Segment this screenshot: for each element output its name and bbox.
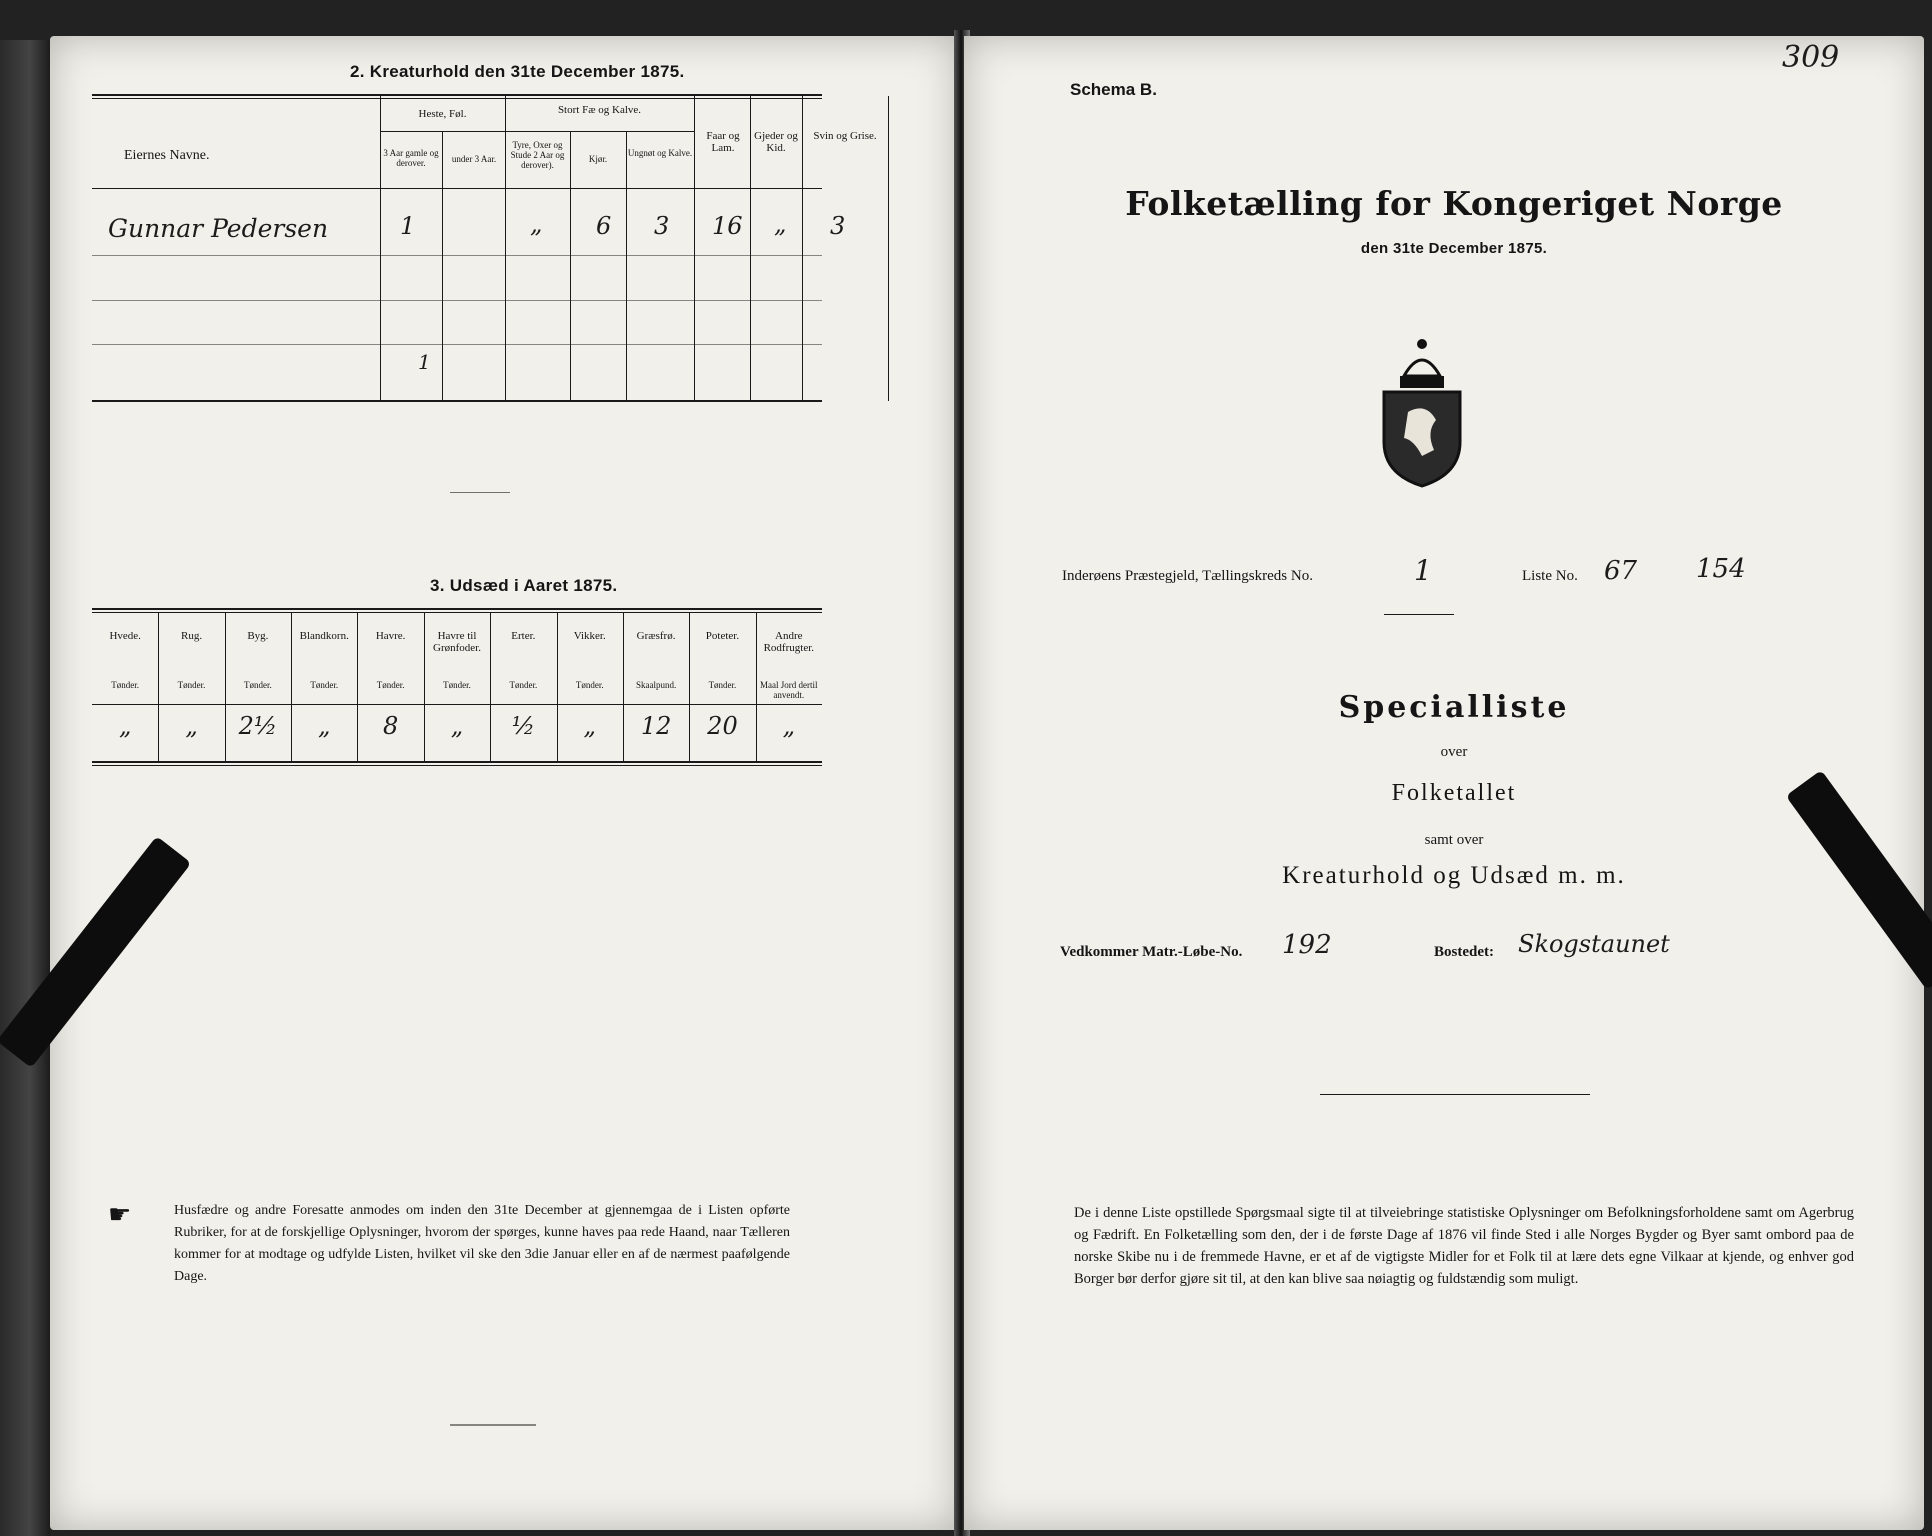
col-divider: [442, 131, 443, 401]
fae-c-header: Ungnøt og Kalve.: [627, 148, 693, 158]
fae-b-header: Kjør.: [588, 154, 608, 164]
district-label: Inderøens Præstegjeld, Tællingskreds No.: [1062, 568, 1313, 584]
gjeder-header: Gjeder og Kid.: [754, 130, 798, 154]
udsaed-col-value: „: [185, 712, 198, 740]
fae-a-value: „: [530, 210, 543, 238]
sub-rule: [505, 131, 694, 132]
footer-dash: [450, 1424, 536, 1426]
udsaed-col-name: Rug.: [180, 630, 203, 642]
col-divider: [626, 131, 627, 401]
udsaed-col-name: Poteter.: [705, 630, 740, 642]
title-separator: [1384, 614, 1454, 615]
udsaed-col-name: Hvede.: [109, 630, 141, 642]
udsaed-col-unit: Tønder.: [708, 680, 737, 690]
faar-header: Faar og Lam.: [706, 130, 740, 154]
col-divider: [380, 96, 381, 401]
udsaed-col-unit: Tønder.: [244, 680, 272, 690]
udsaed-col-unit: Tønder.: [509, 680, 538, 690]
udsaed-col-name: Vikker.: [573, 630, 606, 642]
udsaed-col-name: Græsfrø.: [636, 630, 676, 642]
col-divider: [570, 131, 571, 401]
list-label: Liste No.: [1522, 568, 1578, 584]
udsaed-col-name: Blandkorn.: [299, 630, 349, 642]
fae-c-value: 3: [654, 212, 670, 240]
kreaturhold-heading: Kreaturhold og Udsæd m. m.: [1282, 862, 1626, 889]
udsaed-col-value: „: [782, 712, 796, 740]
notice-text: Husfædre og andre Foresatte anmodes om inden den 31te December at gjennemgaa de i Listen opførte Rubriker, for at de forskjellige Oplysninger, hvorom der spørges, kunne haves paa rede Haand, naar Tælleren kommer for at modtage og udfylde Listen, hvilket vil ske den 3die Januar eller en af de nærmest paafølgende Dage.: [174, 1203, 790, 1284]
heste-header: Heste, Føl.: [418, 108, 467, 120]
udsaed-col-name: Byg.: [247, 630, 269, 642]
owner-name: Gunnar Pedersen: [108, 214, 329, 243]
list-extra: 154: [1696, 554, 1746, 584]
udsaed-col-unit: Tønder.: [177, 680, 206, 690]
udsaed-col-value: ½: [511, 712, 535, 740]
list-no: 67: [1604, 556, 1638, 586]
section3-title: 3. Udsæd i Aaret 1875.: [430, 576, 618, 595]
right-page: [964, 36, 1924, 1530]
col-divider: [694, 96, 695, 401]
svin-header: Svin og Grise.: [813, 130, 877, 142]
fae-a-header: Tyre, Oxer og Stude 2 Aar og derover).: [510, 140, 565, 170]
table3-bottom-rule: [92, 761, 822, 763]
samt-over-label: samt over: [1424, 832, 1484, 848]
coat-of-arms-icon: [1374, 336, 1470, 488]
faar-value: 16: [712, 212, 743, 240]
table2-top-rule-2: [92, 98, 822, 99]
udsaed-col-unit: Tønder.: [575, 680, 604, 690]
table2-row-rule: [92, 344, 822, 345]
udsaed-col-unit: Tønder.: [310, 680, 339, 690]
stort-fae-header: Stort Fæ og Kalve.: [557, 104, 642, 116]
udsaed-col-unit: Maal Jord dertil anvendt.: [760, 680, 818, 700]
intro-paragraph: De i denne Liste opstillede Spørgsmaal sigte til at tilveiebringe statistiske Oplysninger om Befolkningsforholdene samt om Agerbrug og Fædrift. En Folketælling som den, der i de første Dage af 1876 vil finde Sted i alle Norges Bygder og Byer samt ombord paa de norske Skibe nu i de fremmede Havne, er et af de vigtigste Midler for et Folk til at lære dets egne Vilkaar at kjende, og enhver god Borger bør derfor gjøre sit til, at den kan blive saa nøiagtig og fuldstændig som muligt.: [1074, 1205, 1854, 1287]
udsaed-col-name: Erter.: [511, 630, 536, 642]
udsaed-col-name: Havre.: [375, 630, 406, 642]
title-date: den 31te December 1875.: [1360, 240, 1548, 257]
schema-label: Schema B.: [1070, 80, 1157, 99]
udsaed-col-value: 12: [640, 712, 672, 740]
book-edge: [0, 40, 50, 1536]
specialliste-heading: Specialliste: [1338, 690, 1570, 725]
long-separator: [1320, 1094, 1590, 1095]
pointing-hand-icon: ☛: [108, 1200, 132, 1229]
bosted-value: Skogstaunet: [1518, 930, 1670, 958]
owner-header: Eiernes Navne.: [124, 148, 210, 163]
heste-b-header: under 3 Aar.: [451, 154, 497, 164]
udsaed-col-value: „: [450, 712, 464, 740]
bosted-label: Bostedet:: [1434, 944, 1494, 960]
table2-bottom-rule: [92, 400, 822, 402]
heste-a-header: 3 Aar gamle og derover.: [383, 148, 439, 168]
svin-value: 3: [830, 212, 846, 240]
over-label: over: [1440, 744, 1468, 760]
matr-no: 192: [1282, 930, 1332, 960]
section2-title: 2. Kreaturhold den 31te December 1875.: [350, 62, 685, 81]
sub-rule: [380, 131, 505, 132]
udsaed-col-value: „: [318, 712, 331, 740]
folketallet-heading: Folketallet: [1391, 780, 1517, 806]
left-page: [50, 36, 958, 1530]
udsaed-col-name: Havre til Grønfoder.: [433, 630, 481, 654]
table3-top-rule: [92, 608, 822, 610]
table2-row-rule: [92, 255, 822, 256]
udsaed-col-value: 2½: [238, 712, 278, 740]
table2-row-rule: [92, 300, 822, 301]
table2-header-rule: [92, 188, 822, 189]
udsaed-col-value: 8: [382, 712, 399, 740]
district-no: 1: [1414, 554, 1432, 587]
udsaed-col-value: „: [118, 712, 132, 740]
udsaed-col-unit: Tønder.: [376, 680, 405, 690]
table3-top-rule-2: [92, 612, 822, 613]
stray-mark: 1: [418, 350, 431, 374]
udsaed-col-unit: Tønder.: [443, 680, 471, 690]
udsaed-col-value: „: [583, 712, 596, 740]
matr-label: Vedkommer Matr.-Løbe-No.: [1060, 944, 1243, 960]
udsaed-col-unit: Skaalpund.: [635, 680, 677, 690]
heste-a-value: 1: [400, 212, 416, 240]
col-divider: [888, 96, 889, 401]
udsaed-col-value: 20: [707, 712, 738, 740]
udsaed-col-name: Andre Rodfrugter.: [763, 630, 815, 654]
fae-b-value: 6: [596, 212, 612, 240]
page-number: 309: [1782, 40, 1840, 75]
table2-top-rule: [92, 94, 822, 96]
udsaed-col-unit: Tønder.: [111, 680, 140, 690]
separator-dash: [450, 492, 510, 493]
table3-header-rule: [92, 704, 822, 705]
table3-bottom-rule-2: [92, 765, 822, 766]
gjeder-value: „: [774, 210, 787, 238]
main-title: Folketælling for Kongeriget Norge: [1125, 184, 1783, 223]
